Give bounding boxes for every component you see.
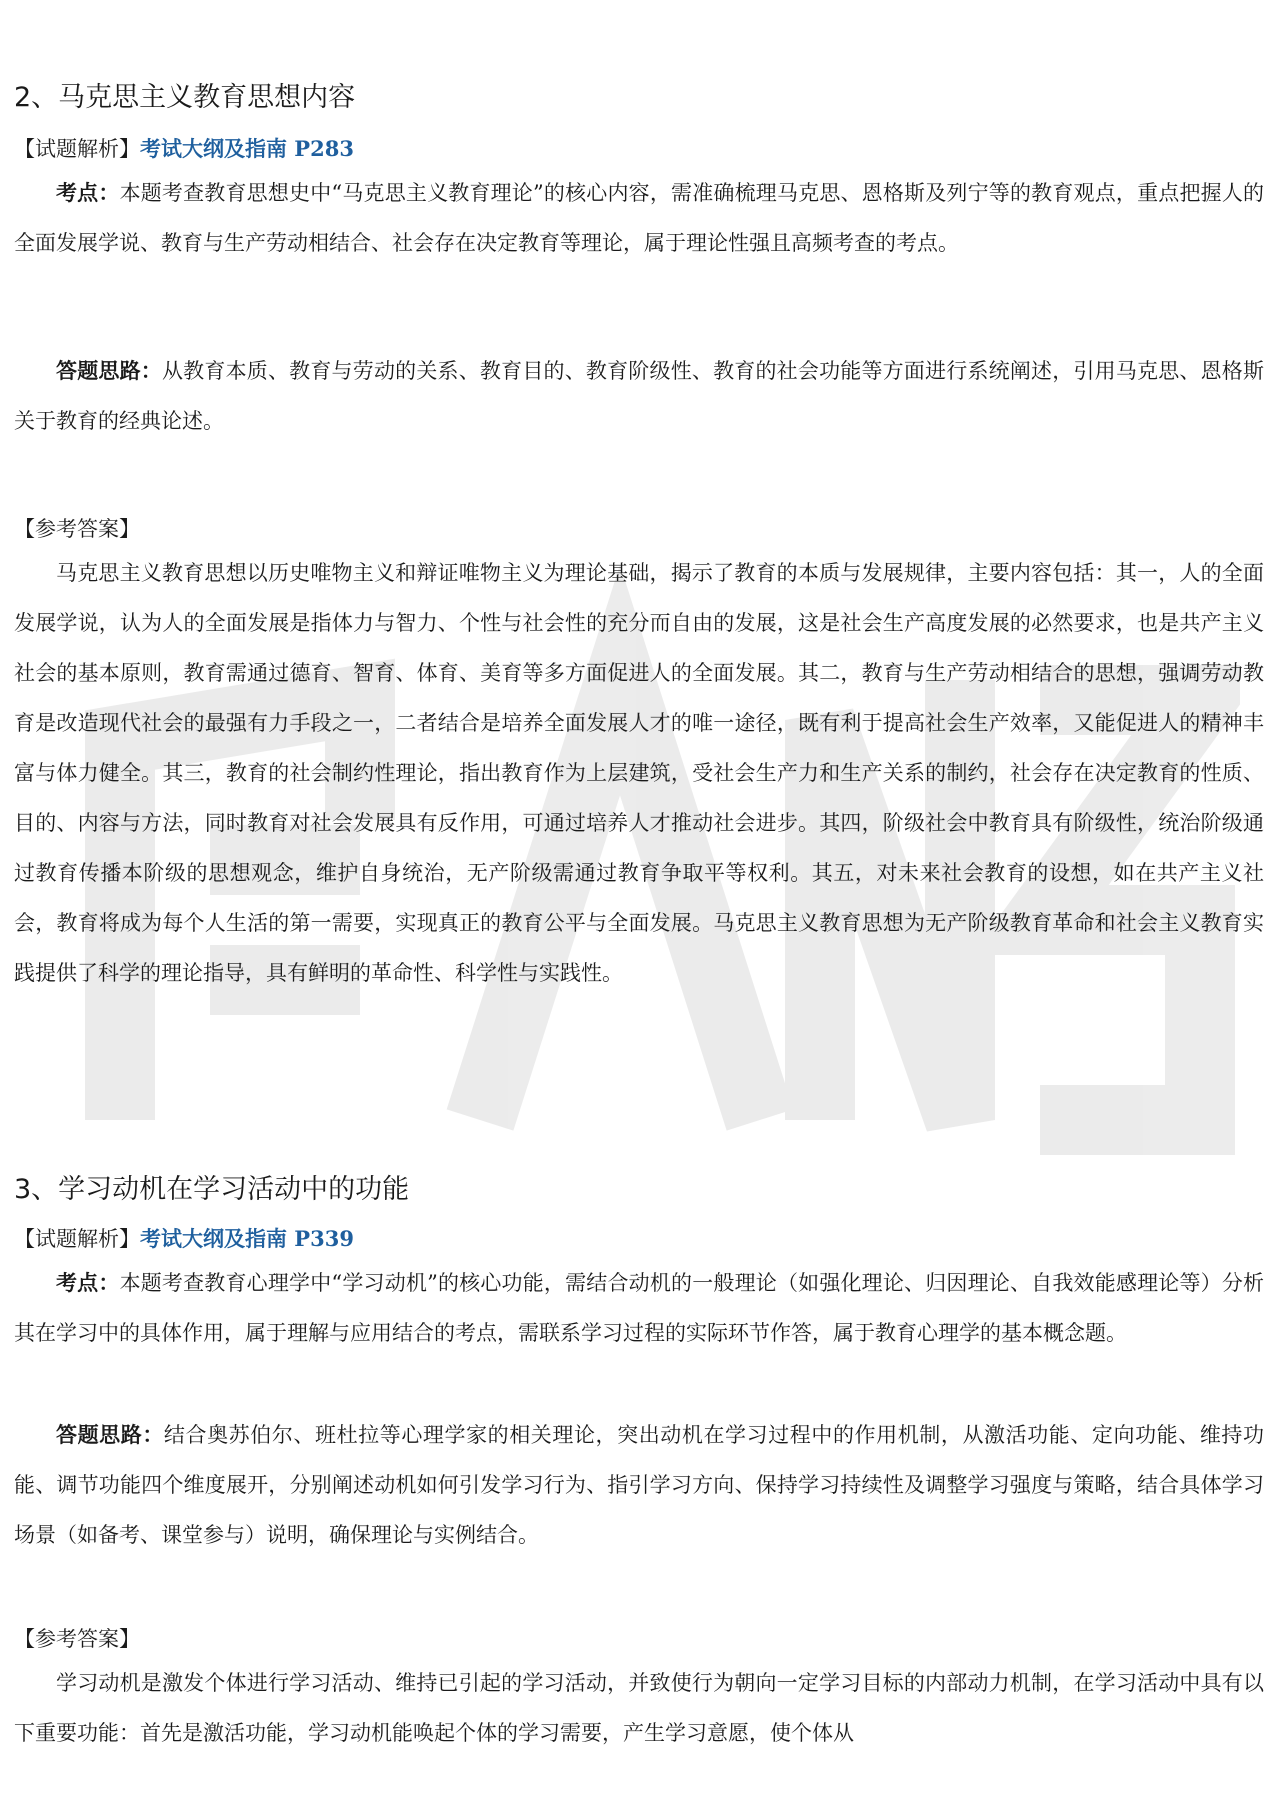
answer-paragraph-2: 马克思主义教育思想以历史唯物主义和辩证唯物主义为理论基础，揭示了教育的本质与发展规律，主要内容包括：其一，人的全面发展学说，认为人的全面发展是指体力与智力、个性与社会性的充分而自由的发展，这是社会生产高度发展的必然要求，也是共产主义社会的基本原则，教育需通过德育、智育、体育、美育等多方面促进人的全面发展。其二，教育与生产劳动相结合的思想，强调劳动教育是改造现代社会的最强有力手段之一，二者结合是培养全面发展人才的唯一途径，既有利于提高社会生产效率，又能促进人的精神丰富与体力健全。其三，教育的社会制约性理论，指出教育作为上层建筑，受社会生产力和生产关系的制约，社会存在决定教育的性质、目的、内容与方法，同时教育对社会发展具有反作用，可通过培养人才推动社会进步。其四，阶级社会中教育具有阶级性，统治阶级通过教育传播本阶级的思想观念，维护自身统治，无产阶级需通过教育争取平等权利。其五，对未来社会教育的设想，如在共产主义社会，教育将成为每个人生活的第一需要，实现真正的教育公平与全面发展。马克思主义教育思想为无产阶级教育革命和社会主义教育实践提供了科学的理论指导，具有鲜明的革命性、科学性与实践性。 bbox=[14, 561, 1264, 985]
answer-label-3: 【参考答案】 bbox=[14, 1627, 140, 1651]
silu-text: 结合奥苏伯尔、班杜拉等心理学家的相关理论，突出动机在学习过程中的作用机制，从激活功能、定向功能、维持功能、调节功能四个维度展开，分别阐述动机如何引发学习行为、指引学习方向、保持学习持续性及调整学习强度与策略，结合具体学习场景（如备考、课堂参与）说明，确保理论与实例结合。 bbox=[14, 1423, 1265, 1547]
silu-paragraph-2 bbox=[14, 346, 1264, 446]
answer-paragraph-3: 学习动机是激发个体进行学习活动、维持已引起的学习活动，并致使行为朝向一定学习目标的内部动力机制，在学习活动中具有以下重要功能：首先是激活功能，学习动机能唤起个体的学习需要，产生学习意愿，使个体从 bbox=[14, 1671, 1264, 1745]
analysis-label: 【试题解析】 bbox=[14, 1227, 140, 1251]
analysis-label: 【试题解析】 bbox=[14, 137, 140, 161]
kaodian-label: 考点： bbox=[56, 1270, 120, 1295]
kaodian-label: 考点： bbox=[56, 180, 120, 205]
analysis-line-2 bbox=[14, 132, 354, 166]
analysis-line-3 bbox=[14, 1222, 354, 1256]
silu-label: 答题思路： bbox=[56, 1422, 164, 1447]
silu-text: 从教育本质、教育与劳动的关系、教育目的、教育阶级性、教育的社会功能等方面进行系统阐述，引用马克思、恩格斯关于教育的经典论述。 bbox=[14, 359, 1264, 433]
kaodian-text: 本题考查教育心理学中“学习动机”的核心功能，需结合动机的一般理论（如强化理论、归因理论、自我效能感理论等）分析其在学习中的具体作用，属于理解与应用结合的考点，需联系学习过程的实际环节作答，属于教育心理学的基本概念题。 bbox=[14, 1271, 1265, 1345]
question-3-title: 3、学习动机在学习活动中的功能 bbox=[14, 1174, 410, 1205]
silu-paragraph-3 bbox=[14, 1410, 1264, 1560]
question-2-title: 2、马克思主义教育思想内容 bbox=[14, 82, 356, 113]
kaodian-paragraph-2 bbox=[14, 168, 1264, 268]
answer-label-2: 【参考答案】 bbox=[14, 517, 140, 541]
syllabus-reference-link[interactable]: 考试大纲及指南 P339 bbox=[140, 1226, 354, 1251]
syllabus-reference-link[interactable]: 考试大纲及指南 P283 bbox=[140, 136, 354, 161]
kaodian-paragraph-3 bbox=[14, 1258, 1264, 1358]
kaodian-text: 本题考查教育思想史中“马克思主义教育理论”的核心内容，需准确梳理马克思、恩格斯及列宁等的教育观点，重点把握人的全面发展学说、教育与生产劳动相结合、社会存在决定教育等理论，属于理论性强且高频考查的考点。 bbox=[14, 181, 1265, 255]
silu-label: 答题思路： bbox=[56, 358, 162, 383]
